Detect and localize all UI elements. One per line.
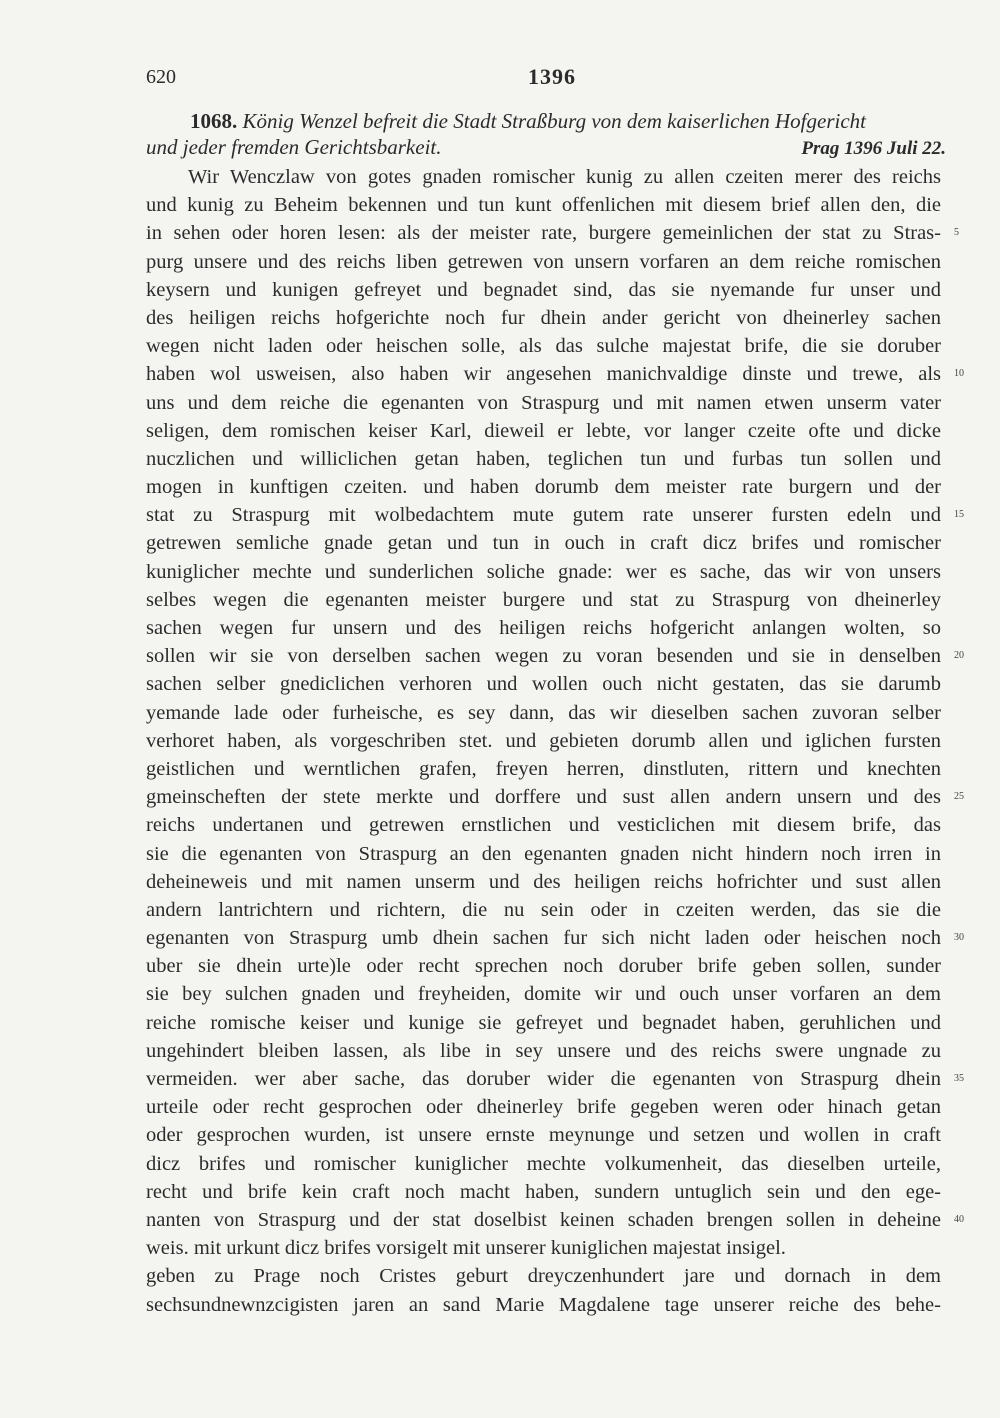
margin-line-number: 10 bbox=[954, 368, 964, 380]
margin-line-number: 40 bbox=[954, 1213, 964, 1225]
text-line-content: ungehindert bleiben lassen, als libe in sey unsere und des reichs swere ungnade zu bbox=[146, 1039, 941, 1062]
text-line bbox=[146, 1150, 941, 1178]
document-heading bbox=[146, 108, 946, 160]
text-line bbox=[146, 1262, 941, 1290]
text-line bbox=[146, 614, 941, 642]
text-line bbox=[146, 191, 941, 219]
text-line-content: verhoret haben, als vorgeschriben stet. und gebieten dorumb allen und iglichen fursten bbox=[146, 729, 941, 752]
document-title-part-2: und jeder fremden Gerichtsbarkeit. bbox=[146, 135, 442, 159]
text-line-content: kuniglicher mechte und sunderlichen soliche gnade: wer es sache, das wir von unsers bbox=[146, 560, 941, 583]
text-line-content: sechsundnewnzcigisten jaren an sand Marie Magdalene tage unserer reiche des behe- bbox=[146, 1293, 941, 1316]
text-line bbox=[146, 755, 941, 783]
text-line bbox=[146, 304, 941, 332]
text-line-content: sachen selber gnediclichen verhoren und wollen ouch nicht gestaten, das sie darumb bbox=[146, 673, 941, 696]
text-line-content: getrewen semliche gnade getan und tun in ouch in craft dicz brifes und romischer bbox=[146, 532, 941, 555]
margin-line-number: 15 bbox=[954, 509, 964, 521]
page-number: 620 bbox=[146, 66, 176, 88]
text-line-content: sie die egenanten von Straspurg an den egenanten gnaden nicht hindern noch irren in bbox=[146, 842, 941, 865]
text-line bbox=[146, 332, 941, 360]
text-line-content: gmeinscheften der stete merkte und dorffere und sust allen andern unsern und des bbox=[146, 786, 941, 809]
margin-line-number: 35 bbox=[954, 1073, 964, 1084]
text-line bbox=[146, 248, 941, 276]
text-line bbox=[146, 389, 941, 417]
text-line-content: uber sie dhein urte)le oder recht sprechen noch doruber brife geben sollen, sunder bbox=[146, 955, 941, 978]
margin-line-number: 30 bbox=[954, 932, 964, 944]
text-line bbox=[146, 840, 941, 868]
text-line-content: seligen, dem romischen keiser Karl, dieweil er lebte, vor langer czeite ofte und dicke bbox=[146, 419, 941, 442]
text-line bbox=[146, 1065, 964, 1093]
text-line bbox=[146, 1291, 941, 1319]
text-line bbox=[146, 1009, 941, 1037]
text-line bbox=[146, 727, 941, 755]
text-line-content: purg unsere und des reichs liben getrewen von unsern vorfaren an dem reiche romischen bbox=[146, 250, 941, 273]
text-line-content: oder gesprochen wurden, ist unsere ernste meynunge und setzen und wollen in craft bbox=[146, 1124, 941, 1147]
text-line-content: selbes wegen die egenanten meister burgere und stat zu Straspurg von dheinerley bbox=[146, 588, 941, 611]
text-line-content: weis. mit urkunt dicz brifes vorsigelt mit unserer kuniglichen majestat insigel. bbox=[146, 1237, 786, 1260]
text-line-content: urteile oder recht gesprochen oder dheinerley brife gegeben weren oder hinach getan bbox=[146, 1096, 941, 1119]
text-line bbox=[146, 811, 941, 839]
text-line bbox=[146, 670, 941, 698]
text-line bbox=[146, 1234, 941, 1262]
text-line bbox=[146, 783, 964, 811]
text-line-content: sollen wir sie von derselben sachen wegen zu voran besenden und sie in denselben bbox=[146, 645, 941, 668]
text-line-content: des heiligen reichs hofgerichte noch fur dhein ander gericht von dheinerley sachen bbox=[146, 306, 941, 329]
text-line-content: keysern und kunigen gefreyet und begnadet sind, das sie nyemande fur unser und bbox=[146, 278, 941, 301]
text-line bbox=[146, 1178, 941, 1206]
text-line-content: sie bey sulchen gnaden und freyheiden, domite wir und ouch unser vorfaren an dem bbox=[146, 983, 941, 1006]
text-line bbox=[146, 1093, 941, 1121]
text-line-content: mogen in kunftigen czeiten. und haben dorumb dem meister rate burgern und der bbox=[146, 476, 941, 499]
text-line bbox=[146, 699, 941, 727]
text-line bbox=[146, 417, 941, 445]
text-line-content: dicz brifes und romischer kuniglicher mechte volkumenheit, das dieselben urteile, bbox=[146, 1152, 941, 1175]
text-line-content: andern lantrichtern und richtern, die nu sein oder in czeiten werden, das sie die bbox=[146, 898, 941, 921]
document-number: 1068. bbox=[190, 109, 238, 133]
text-line-content: wegen nicht laden oder heischen solle, als das sulche majestat brife, die sie doruber bbox=[146, 335, 941, 358]
place-and-date: Prag 1396 Juli 22. bbox=[801, 138, 946, 159]
text-line-content: deheineweis und mit namen unserm und des heiligen reichs hofrichter und sust allen bbox=[146, 870, 941, 893]
margin-line-number: 5 bbox=[954, 227, 959, 239]
text-line bbox=[146, 360, 964, 388]
text-line-content: uns und dem reiche die egenanten von Straspurg und mit namen etwen unserm vater bbox=[146, 391, 941, 414]
text-line bbox=[146, 1206, 964, 1234]
text-line-content: egenanten von Straspurg umb dhein sachen fur sich nicht laden oder heischen noch bbox=[146, 927, 941, 950]
text-line bbox=[146, 501, 964, 529]
text-line-content: nanten von Straspurg und der stat doselbist keinen schaden brengen sollen in deheine bbox=[146, 1208, 941, 1231]
text-line bbox=[146, 1037, 941, 1065]
text-line bbox=[146, 642, 964, 670]
text-line bbox=[146, 445, 941, 473]
text-line bbox=[146, 868, 941, 896]
text-line bbox=[146, 558, 941, 586]
text-line-content: reiche romische keiser und kunige sie gefreyet und begnadet haben, geruhlichen und bbox=[146, 1011, 941, 1034]
text-line-content: geben zu Prage noch Cristes geburt dreyczenhundert jare und dornach in dem bbox=[146, 1265, 941, 1288]
text-line-content: recht und brife kein craft noch macht haben, sundern untuglich sein und den ege- bbox=[146, 1180, 941, 1203]
text-line-content: nuczlichen und williclichen getan haben, teglichen tun und furbas tun sollen und bbox=[146, 447, 941, 470]
text-line bbox=[146, 896, 941, 924]
text-line-content: haben wol usweisen, also haben wir angesehen manichvaldige dinste und trewe, als bbox=[146, 363, 941, 386]
text-line-content: vermeiden. wer aber sache, das doruber wider die egenanten von Straspurg dhein bbox=[146, 1068, 941, 1090]
text-line bbox=[146, 1121, 941, 1149]
text-line-content: geistlichen und werntlichen grafen, freyen herren, dinstluten, rittern und knechten bbox=[146, 757, 941, 780]
text-line bbox=[146, 952, 941, 980]
text-line-content: sachen wegen fur unsern und des heiligen reichs hofgericht anlangen wolten, so bbox=[146, 617, 941, 639]
text-line bbox=[146, 473, 941, 501]
text-line-content: reichs undertanen und getrewen ernstlichen und vesticlichen mit diesem brife, das bbox=[146, 814, 941, 837]
text-line-content: stat zu Straspurg mit wolbedachtem mute gutem rate unserer fursten edeln und bbox=[146, 504, 941, 527]
text-line-content: yemande lade oder furheische, es sey dann, das wir dieselben sachen zuvoran selber bbox=[146, 701, 941, 724]
text-line-content: Wir Wenczlaw von gotes gnaden romischer kunig zu allen czeiten merer des reichs bbox=[188, 166, 941, 188]
text-line-content: in sehen oder horen lesen: als der meister rate, burgere gemeinlichen der stat zu Stras- bbox=[146, 222, 941, 245]
document-title-part-1: König Wenzel befreit die Stadt Straßburg von dem kaiserlichen Hofgericht bbox=[242, 109, 866, 133]
charter-text bbox=[146, 163, 964, 1319]
running-year-header: 1396 bbox=[528, 64, 576, 89]
text-line-content: und kunig zu Beheim bekennen und tun kunt offenlichen mit diesem brief allen den, die bbox=[146, 194, 941, 217]
text-line bbox=[146, 219, 959, 247]
margin-line-number: 20 bbox=[954, 650, 964, 662]
margin-line-number: 25 bbox=[954, 791, 964, 803]
text-line bbox=[146, 586, 941, 614]
document-heading-line-2 bbox=[146, 134, 946, 160]
text-line bbox=[146, 276, 941, 304]
text-line bbox=[146, 980, 941, 1008]
page-header bbox=[146, 66, 946, 96]
text-line bbox=[146, 163, 941, 191]
document-heading-line-1 bbox=[146, 108, 946, 134]
text-line bbox=[146, 924, 964, 952]
text-line bbox=[146, 529, 941, 557]
